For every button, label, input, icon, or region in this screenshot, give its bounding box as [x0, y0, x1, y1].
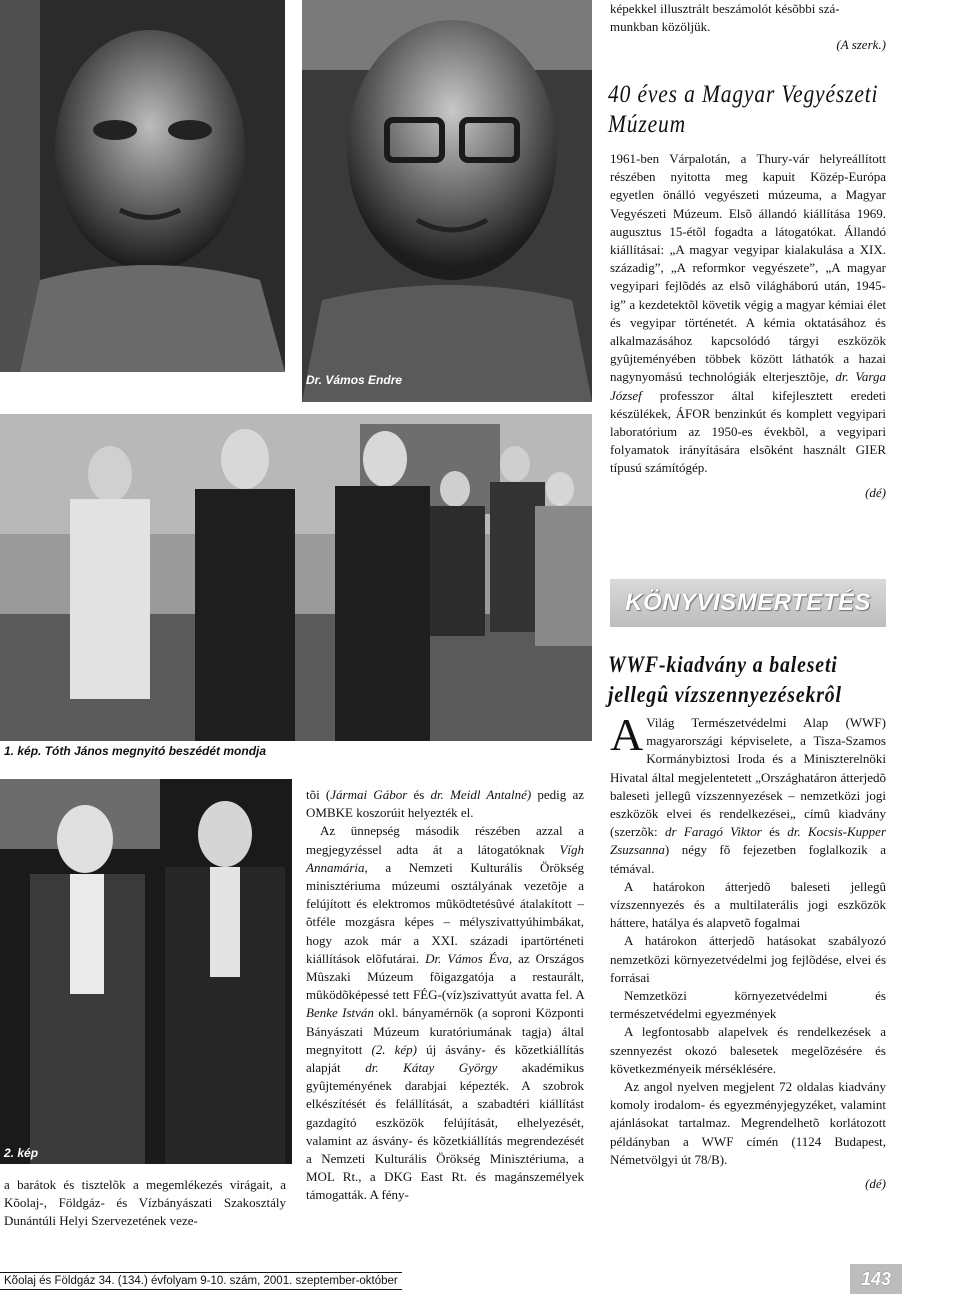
text-run: pedig az OMBKE koszorúit helyezték el. — [306, 787, 585, 821]
chapter-4: A legfontosabb alapelvek és rendelkezések a szennyezést okozó balesetek megelõzésére és következményeik mérséklésére. — [610, 1024, 886, 1076]
photo2-label: 2. kép — [4, 1146, 39, 1160]
left-column-text — [4, 1176, 286, 1231]
museum-credit: (dé) — [865, 484, 886, 500]
museum-title-line-1: 40 éves a Magyar Vegyészeti — [608, 81, 879, 108]
figure-ref-italic: (2. kép) — [371, 1041, 417, 1057]
photo-2-image — [0, 779, 292, 1164]
text-run: 1961-ben Várpalotán, a Thury-vár helyreállított részében nyitotta meg kapuit Közép-Európa egyetlen önálló vegyészeti múzeuma, a Magyar Vegyészeti Múzeum. Elsõ állandó kiállítása 1969. augusztus 15-étõl fogadta a látogatókat. Állandó kiállításai: „A magyar vegyipar kialakulása a XIX. századig”, „A reformkor vegyészete”, „A magyar vegyipari fejlõdés az elsõ világháború után, 1945-ig” a kezdetektõl követik végig a magyar kémiai élet és vegyipar történetét. A kémia oktatásához és alkalmazásához kapcsolódó tárgyi eszközök gyûjteményében többek között láthatók a hazai nagynyomású technológiák elterjesztõje, — [610, 151, 886, 385]
middle-column — [306, 786, 584, 1205]
text-run: a Nemzeti Kulturális Örökség minisztériuma múzeumi osztályának vezetõje a felújított és elektromos mûködtetésûvé átalakított – õtféle mozgásra képes – mélyszivattyúhimbákat, hogy azok már a XXI. századi ipartörténeti kiállítások elõfutárai. — [306, 859, 585, 966]
left-column-paragraph: a barátok és tisztelõk a megemlékezés virágait, a Kõolaj-, Földgáz- és Vízbányászati Szakosztály Dunántúli Helyi Szervezetének veze- — [4, 1177, 286, 1229]
bust-photo-right — [302, 0, 592, 402]
top-right-note — [610, 0, 886, 55]
name-italic: dr. Varga József — [610, 369, 887, 403]
book-title-line-1: WWF-kiadvány a baleseti — [608, 652, 838, 677]
text-run: és — [413, 787, 425, 802]
bust-left-image — [0, 0, 285, 372]
book-title-line-2: jellegû vízszennyezésekrôl — [608, 682, 842, 707]
author-italic: dr Faragó Viktor — [664, 824, 762, 840]
closing-paragraph: Az angol nyelven megjelent 72 oldalas kiadvány komoly irodalom- és egyezményjegyzéket, valamint ajánlásokat tartalmaz. Megrendelhetõ korlátozott példányban a WWF címén (1124 Budapest, Németvölgyi út 78/B). — [610, 1079, 886, 1167]
bust-photo-left — [0, 0, 285, 372]
text-run: és — [769, 824, 780, 840]
book-intro-paragraph — [610, 709, 887, 878]
chapter-1: A határokon átterjedõ baleseti jellegû vízszennyezés és a multilaterális jogi eszközök háttere, hatálya és alapvetõ fogalmai — [610, 878, 886, 931]
top-right-line-2: munkban közöljük. — [610, 19, 711, 35]
middle-paragraph-1 — [306, 786, 584, 822]
footer-journal-info: Kõolaj és Földgáz 34. (134.) évfolyam 9-10. szám, 2001. szeptember-október — [0, 1272, 402, 1290]
dropcap-letter: A — [610, 709, 644, 760]
bust-right-image — [302, 0, 592, 402]
middle-paragraph-2 — [306, 822, 584, 1204]
name-italic: Dr. Vámos Éva, — [425, 950, 513, 966]
text-run: Világ Természetvédelmi Alap (WWF) magyarországi képviselete, a Tisza-Szamos Kormánybiztosi Iroda és a Miniszterelnöki Hivatal által megjelentetett „Országhatáron átterjedõ baleseti jellegû vízszennyezések – nemzetközi jogi eszközök elvei és rendelkezései„ címû kiadvány (szerzõk: — [610, 715, 886, 840]
museum-article-title — [608, 80, 908, 140]
book-review-title — [608, 650, 908, 710]
chapter-2: A határokon átterjedõ hatásokat szabályozó nemzetközi környezetvédelmi jog fejlõdése, elvei és forrásai — [610, 933, 886, 985]
text-run: ) négy fõ fejezetben foglalkozik a témával. — [610, 842, 886, 876]
book-credit: (dé) — [865, 1176, 886, 1192]
text-run: Az ünnepség második részében azzal a megjegyzéssel adta át a látogatóknak — [306, 823, 584, 857]
opening-speech-image — [0, 414, 592, 741]
bust-left-caption: Dr. Szilas A. Pál — [4, 373, 94, 387]
text-run: tõi ( — [306, 787, 331, 802]
photo1-caption: 1. kép. Tóth János megnyitó beszédét mondja — [4, 744, 267, 758]
opening-speech-photo — [0, 414, 592, 741]
name-italic: Benke István — [306, 1005, 374, 1021]
text-run: akadémikus gyûjteményének darabjai képezték. A szobrok elkészítését és felállítását, a szabadtéri kiállítást gazdagító eszközök felújítását, elhelyezését, valamint az ásvány- és kõzetkiállítás megrendezését a Nemzeti Kulturális Örökség Minisztériuma, a MOL Rt., a DKG East Rt. és magánszemélyek támogatták. A fény- — [306, 1060, 584, 1203]
author-italic: dr. Kocsis-Kupper Zsuzsanna — [610, 824, 887, 858]
text-run: új ásvány- és kõzetkiállítás alapját — [306, 1041, 585, 1076]
museum-article-body — [610, 150, 886, 502]
museum-paragraph — [610, 150, 886, 478]
editor-credit: (A szerk.) — [836, 37, 886, 53]
text-run: professzor által kifejlesztett eredeti készülékek, ÁFOR benzinkút és komplett vegyipari laboratórium az 1950-es évekbõl, a vegyipari folyamatok irányítására elsõként használt GIER típusú számítógép. — [610, 387, 886, 476]
text-run: az Országos Mûszaki Múzeum fõigazgatója a restaurált, mûködõképessé tett FÉG-(víz)szivattyút avatta fel. A — [306, 950, 585, 1003]
book-review-body — [610, 709, 887, 1193]
photo-2 — [0, 779, 292, 1164]
chapter-3: Nemzetközi környezetvédelmi és természetvédelmi egyezmények — [610, 988, 886, 1022]
page-number: 143 — [850, 1264, 902, 1294]
name-italic: Jármai Gábor — [330, 787, 408, 802]
section-banner-konyvismertetes: KÖNYVISMERTETÉS — [610, 579, 886, 627]
name-italic: dr. Kátay György — [365, 1060, 498, 1076]
name-italic: Vígh Annamária, — [306, 841, 584, 875]
top-right-line-1: képekkel illusztrált beszámolót késõbbi szá- — [610, 1, 840, 16]
name-italic: dr. Meidl Antalné) — [430, 787, 532, 802]
text-run: okl. bányamérnök (a soproni Központi Bányászati Múzeum kuratóriumának tagja) által megnyitott — [306, 1005, 585, 1057]
museum-title-line-2: Múzeum — [608, 111, 687, 138]
bust-right-caption: Dr. Vámos Endre — [306, 373, 403, 387]
